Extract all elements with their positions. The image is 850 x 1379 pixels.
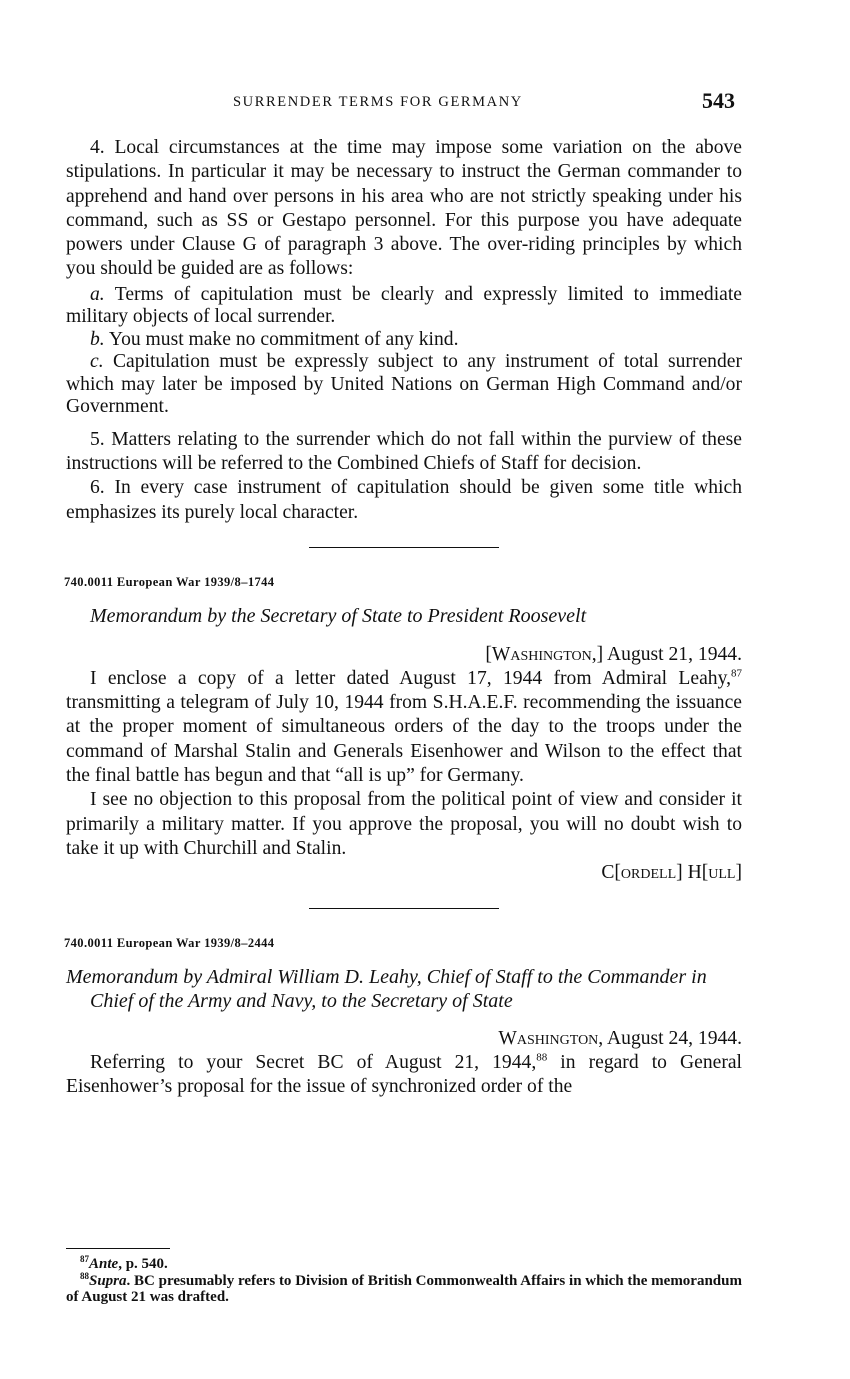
dateline-1 (66, 643, 742, 667)
memo-2-text-a: Referring to your Secret BC of August 21, 1944, (90, 1052, 537, 1074)
document-title-1: Memorandum by the Secretary of State to President Roosevelt (90, 605, 587, 628)
dateline-1-date: August 21, 1944. (603, 643, 742, 665)
page-number: 543 (702, 88, 735, 113)
dateline-2-place: Washington (498, 1027, 599, 1049)
principle-b-label: b. (90, 328, 105, 350)
memo-1-paragraph-2: I see no objection to this proposal from the political point of view and consider it primarily a military matter. If you approve the proposal, you will no doubt wish to take it up with Churchill and Stalin. (66, 789, 742, 859)
dateline-2-date: , August 24, 1944. (598, 1027, 742, 1049)
signature-1-h-rest: ull (708, 862, 736, 884)
memo-1-paragraph-1 (66, 667, 742, 788)
signature-1-c: C[ (601, 862, 621, 884)
dateline-1-open: [ (485, 643, 492, 665)
principle-c (66, 351, 742, 419)
principle-c-text: Capitulation must be expressly subject to any instrument of total surrender which may later be imposed by United Nations on German High Command and/or Government. (66, 351, 742, 418)
memo-1-text-a: I enclose a copy of a letter dated August 17, 1944 from Admiral Leahy, (90, 667, 731, 689)
paragraph-5: 5. Matters relating to the surrender which do not fall within the purview of these instructions will be referred to the Combined Chiefs of Staff for decision. (66, 428, 742, 475)
file-reference-2: 740.0011 European War 1939/8–2444 (64, 935, 275, 950)
signature-1-c-rest: ordell (620, 862, 677, 884)
principle-a-text: Terms of capitulation must be clearly and expressly limited to immediate military objects of local surrender. (66, 283, 742, 328)
file-reference-1: 740.0011 European War 1939/8–1744 (64, 574, 275, 589)
running-head: SURRENDER TERMS FOR GERMANY (233, 94, 523, 110)
footnotes (66, 1256, 742, 1306)
section-divider (309, 547, 499, 548)
page-body (66, 136, 742, 1100)
paragraph-4: 4. Local circumstances at the time may impose some variation on the above stipulations. In particular it may be necessary to instruct the German commander to apprehend and hand over persons in his area who are not strictly speaking under his command, such as SS or Gestapo personnel. For this purpose you have adequate powers under Clause G of paragraph 3 above. The over-riding principles by which you should be guided are as follows: (66, 137, 742, 280)
document-title-2: Memorandum by Admiral William D. Leahy, Chief of Staff to the Commander in Chief of the Army and Navy, to the Secretary of State (66, 965, 707, 1012)
memo-1-text-b: transmitting a telegram of July 10, 1944 from S.H.A.E.F. recommending the issuance at the proper moment of simultaneous orders of the day to the troops under the command of Marshal Stalin and Generals Eisenhower and Wilson to the effect that the final battle has begun and that “all is up” for Germany. (66, 692, 742, 787)
dateline-1-place: Washington (491, 643, 592, 665)
principles-list (66, 284, 742, 419)
dateline-2 (66, 1027, 742, 1051)
footnote-87 (66, 1256, 742, 1273)
principle-b (66, 329, 742, 352)
signature-1-end: ] (735, 862, 742, 884)
principle-c-label: c. (90, 351, 104, 373)
section-divider (309, 908, 499, 909)
signature-1-mid: ] H[ (676, 862, 709, 884)
footnote-divider (66, 1248, 170, 1249)
dateline-1-close: ,] (591, 643, 604, 665)
footnote-87-ante: Ante (89, 1256, 119, 1272)
principle-a-label: a. (90, 283, 105, 305)
footnote-87-text: , p. 540. (118, 1256, 168, 1272)
paragraph-6: 6. In every case instrument of capitulation should be given some title which emphasizes its purely local character. (66, 477, 742, 523)
memo-2-text-b: in regard to General Eisenhower’s proposal for the issue of synchronized order of the (66, 1052, 742, 1098)
footnote-88-supra: Supra (89, 1272, 127, 1289)
footnote-ref-87[interactable]: 87 (731, 667, 742, 680)
footnote-87-mark: 87 (80, 1254, 89, 1264)
footnote-88 (66, 1270, 742, 1306)
principle-a (66, 284, 742, 329)
memo-2-paragraph-1 (66, 1051, 742, 1100)
principle-b-text: You must make no commitment of any kind. (108, 328, 459, 350)
page-header (0, 88, 850, 118)
signature-1 (66, 861, 742, 885)
footnote-ref-88[interactable]: 88 (536, 1051, 548, 1064)
footnote-88-text: . BC presumably refers to Division of British Commonwealth Affairs in which the memorandum of August 21 was drafted. (66, 1272, 742, 1305)
footnote-88-mark: 88 (80, 1270, 89, 1281)
